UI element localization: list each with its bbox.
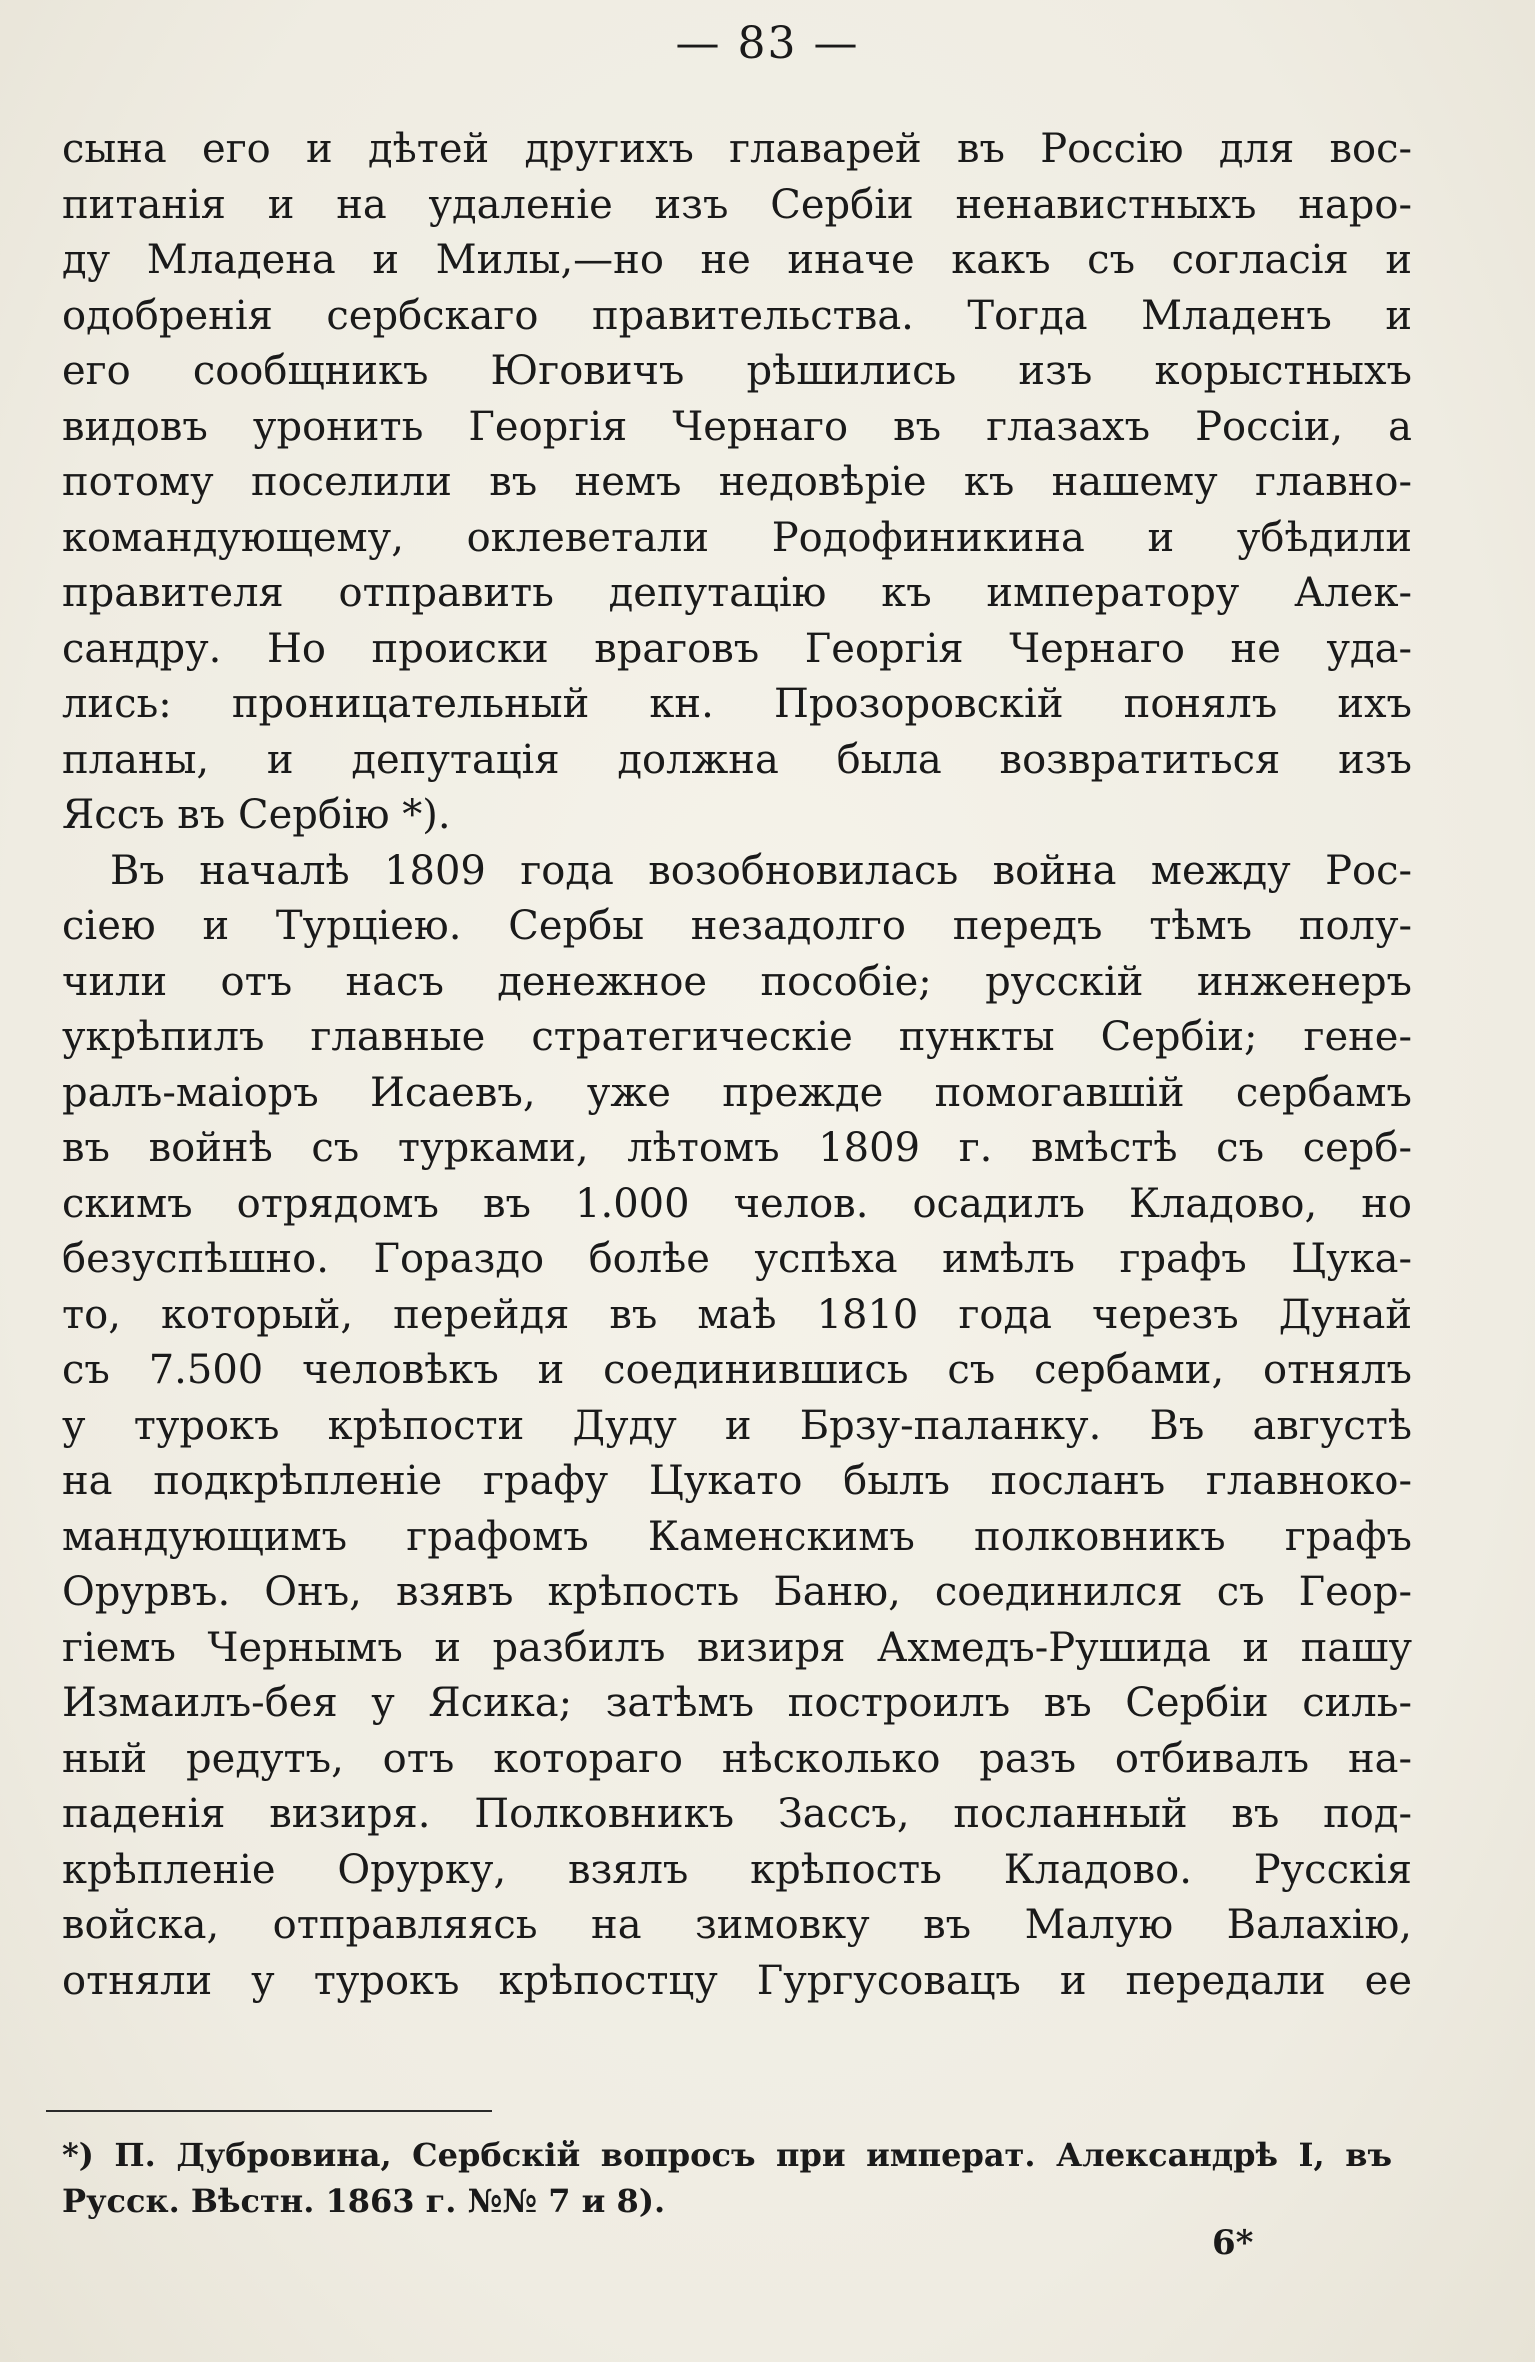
printer-signature-mark: 6* (1212, 2223, 1254, 2263)
footnote (62, 2132, 1392, 2224)
text-line: потому поселили въ немъ недовѣріе къ нашему главно- (62, 459, 1412, 505)
text-line: у турокъ крѣпости Дуду и Брзу-паланку. Въ августѣ (62, 1402, 1412, 1449)
body-text (62, 122, 1412, 2009)
text-line: Измаилъ-бея у Ясика; затѣмъ построилъ въ Сербіи силь- (62, 1680, 1412, 1726)
text-line: отняли у турокъ крѣпостцу Гургусовацъ и передали ее (62, 1957, 1412, 2004)
text-line: войска, отправляясь на зимовку въ Малую Валахію, (62, 1902, 1412, 1948)
text-line-paragraph-start: Въ началѣ 1809 года возобновилась война между Рос- (110, 847, 1412, 894)
text-line: ный редутъ, отъ котораго нѣсколько разъ отбивалъ на- (62, 1735, 1412, 1782)
text-line: то, который, перейдя въ маѣ 1810 года черезъ Дунай (62, 1291, 1412, 1338)
footnote-divider (46, 2110, 492, 2112)
text-line: питанія и на удаленіе изъ Сербіи ненавистныхъ наро- (62, 181, 1412, 228)
text-line: сына его и дѣтей другихъ главарей въ Россію для вос- (62, 126, 1412, 172)
text-line: мандующимъ графомъ Каменскимъ полковникъ графъ (62, 1513, 1412, 1560)
text-line: ралъ-маіоръ Исаевъ, уже прежде помогавшій сербамъ (62, 1069, 1412, 1116)
text-line: планы, и депутація должна была возвратиться изъ (62, 736, 1412, 783)
text-line: сіею и Турціею. Сербы незадолго передъ тѣмъ полу- (62, 903, 1412, 949)
footnote-line: *) П. Дубровина, Сербскій вопросъ при императ. Александрѣ I, въ (62, 2136, 1392, 2174)
text-line: лись: проницательный кн. Прозоровскій понялъ ихъ (62, 681, 1412, 727)
text-line: паденія визиря. Полковникъ Зассъ, посланный въ под- (62, 1791, 1412, 1837)
text-line: укрѣпилъ главные стратегическіе пункты Сербіи; гене- (62, 1014, 1412, 1060)
text-line: въ войнѣ съ турками, лѣтомъ 1809 г. вмѣстѣ съ серб- (62, 1125, 1412, 1171)
text-line: чили отъ насъ денежное пособіе; русскій инженеръ (62, 958, 1412, 1005)
page-number: — 83 — (675, 18, 860, 69)
text-line: скимъ отрядомъ въ 1.000 челов. осадилъ Кладово, но (62, 1180, 1412, 1227)
text-line: видовъ уронить Георгія Чернаго въ глазахъ Россіи, а (62, 403, 1412, 450)
text-line: гіемъ Чернымъ и разбилъ визиря Ахмедъ-Рушида и пашу (62, 1624, 1412, 1671)
text-line: правителя отправить депутацію къ императору Алек- (62, 570, 1412, 616)
text-line: Орурвъ. Онъ, взявъ крѣпость Баню, соединился съ Геор- (62, 1569, 1412, 1615)
text-line: командующему, оклеветали Родофиникина и убѣдили (62, 514, 1412, 561)
text-line: ду Младена и Милы,—но не иначе какъ съ согласія и (62, 237, 1412, 283)
text-line: съ 7.500 человѣкъ и соединившись съ сербами, отнялъ (62, 1347, 1412, 1393)
text-line: его сообщникъ Юговичъ рѣшились изъ корыстныхъ (62, 348, 1412, 394)
footnote-line: Русск. Вѣстн. 1863 г. №№ 7 и 8). (62, 2182, 666, 2220)
text-line: сандру. Но происки враговъ Георгія Чернаго не уда- (62, 625, 1412, 672)
text-line: крѣпленіе Орурку, взялъ крѣпость Кладово. Русскія (62, 1846, 1412, 1893)
text-line: безуспѣшно. Гораздо болѣе успѣха имѣлъ графъ Цука- (62, 1236, 1412, 1282)
text-line: Яссъ въ Сербію *). (62, 792, 451, 838)
text-line: одобренія сербскаго правительства. Тогда Младенъ и (62, 292, 1412, 339)
text-line: на подкрѣпленіе графу Цукато былъ посланъ главноко- (62, 1458, 1412, 1504)
